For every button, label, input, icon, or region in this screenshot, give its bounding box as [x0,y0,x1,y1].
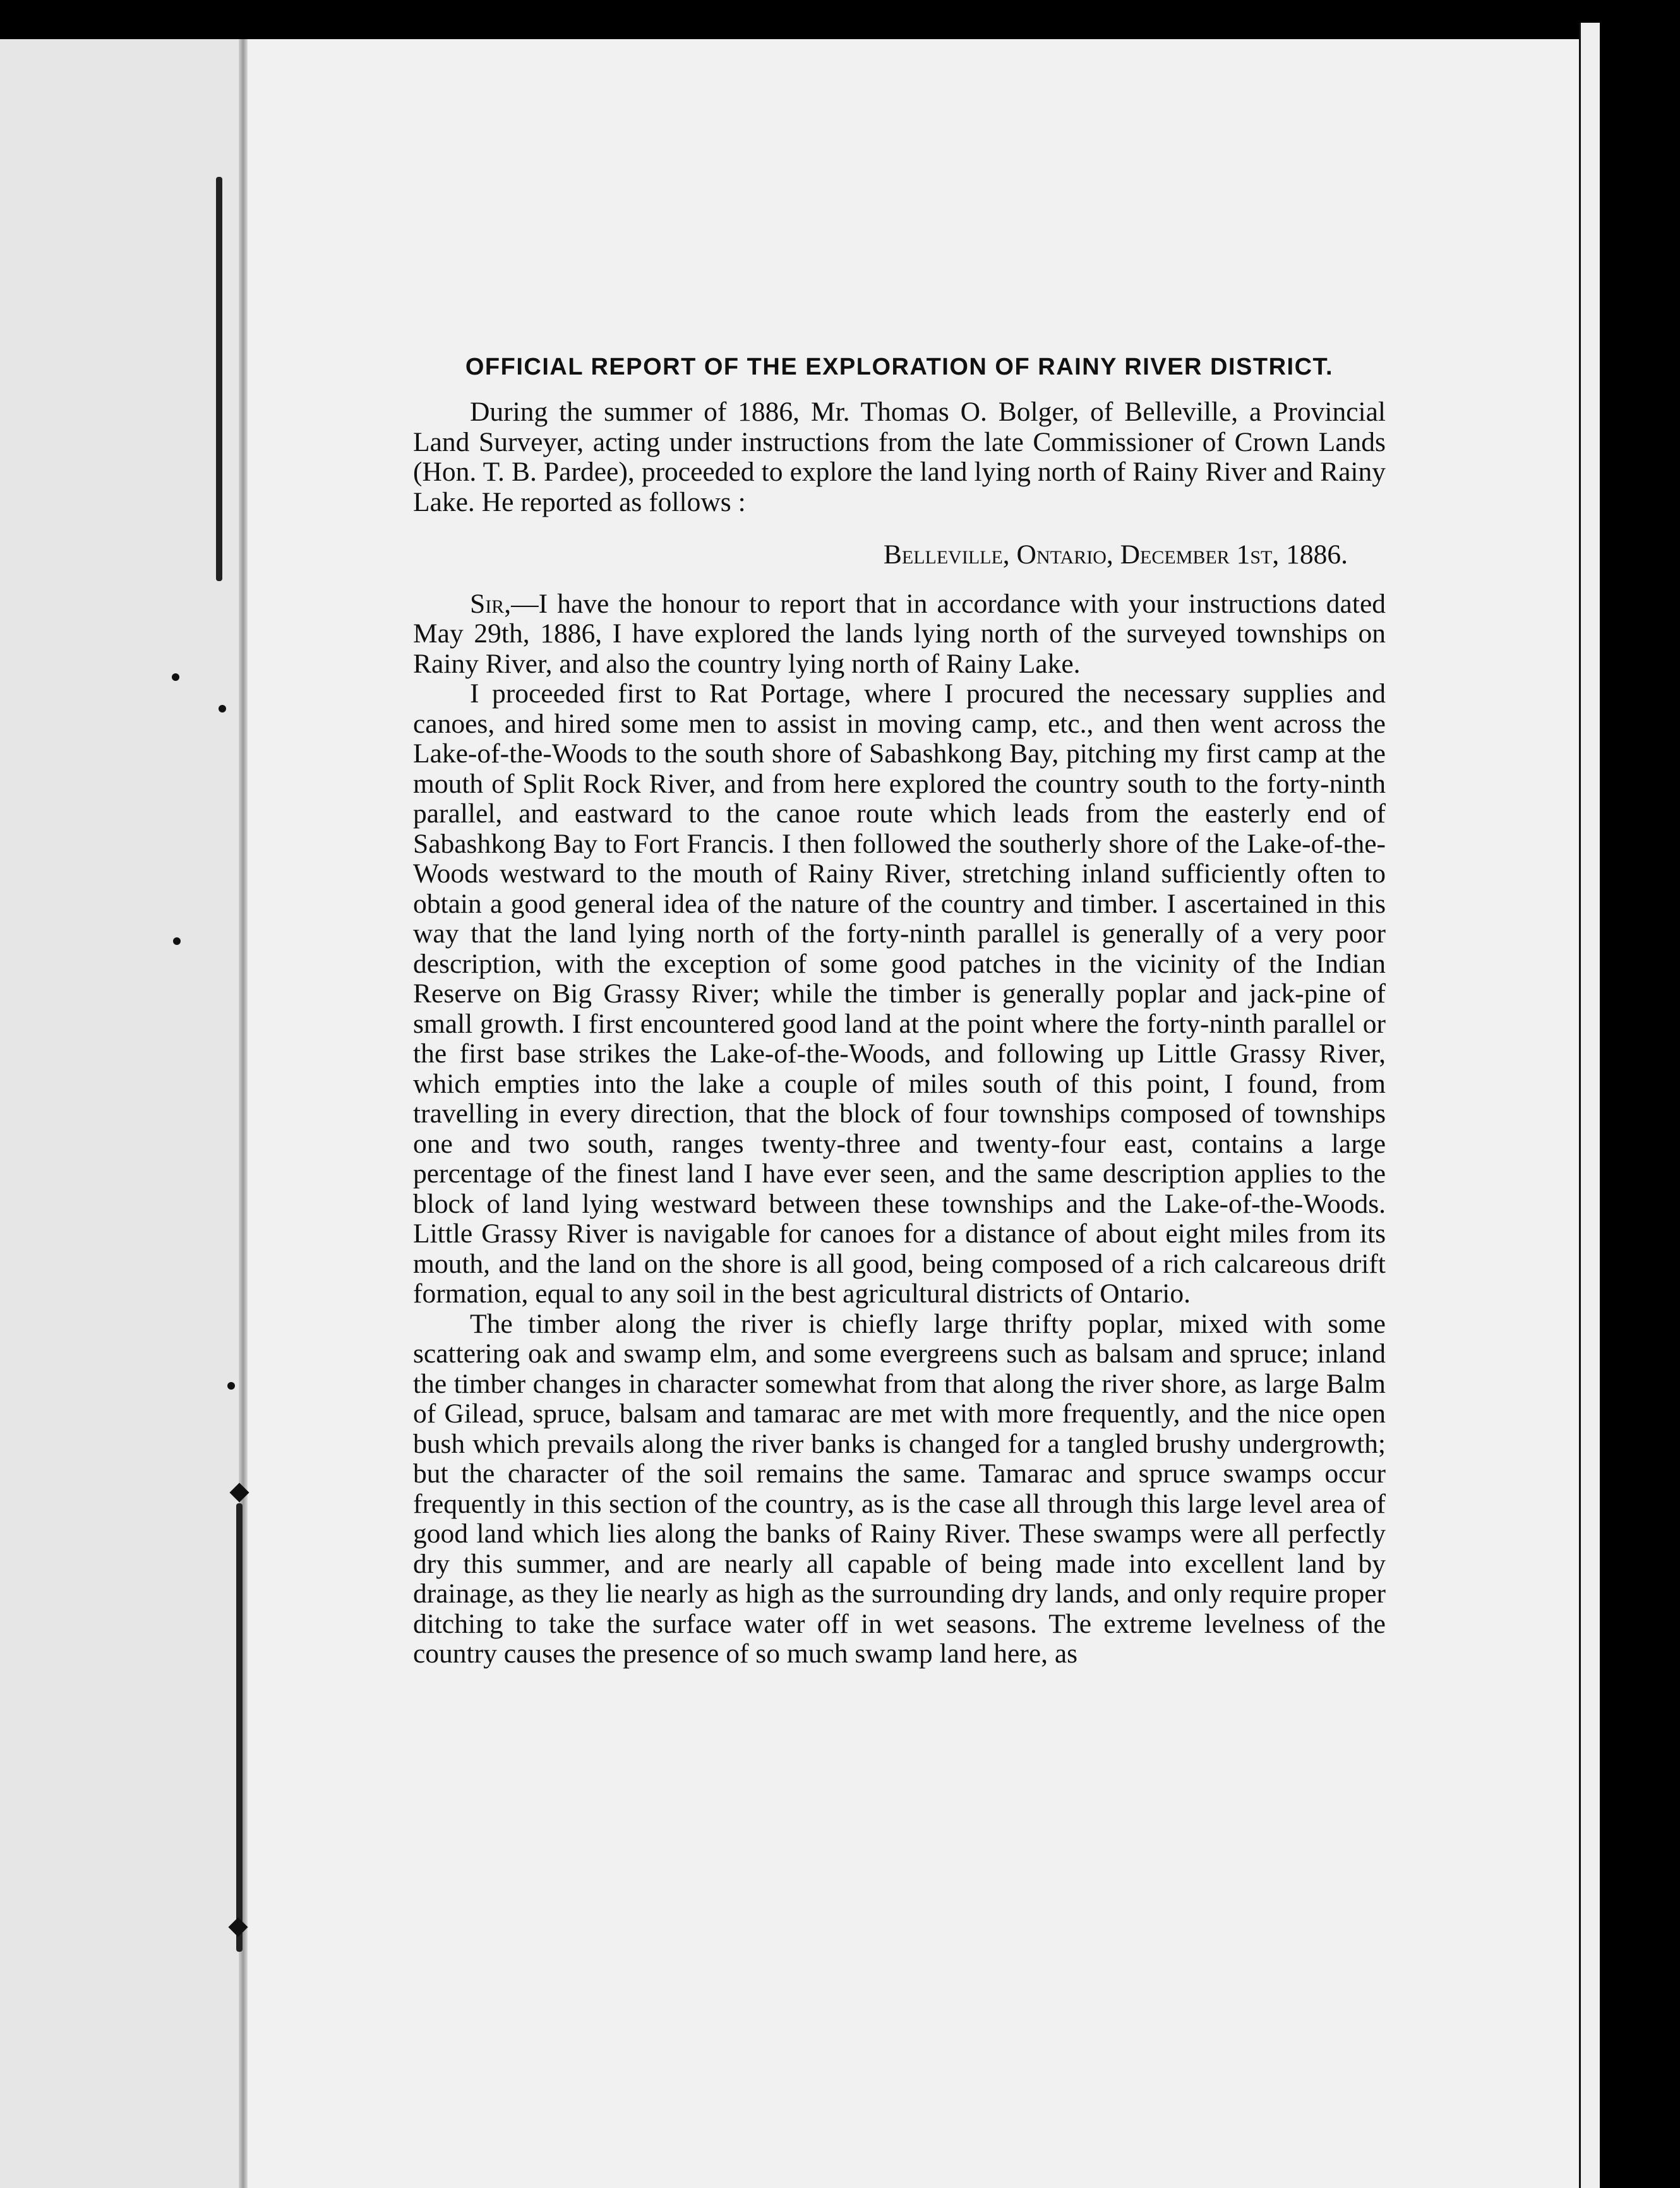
intro-paragraph: During the summer of 1886, Mr. Thomas O. Bolger, of Belleville, a Provincial Land Surveyer, acting under instructions from the late Commissioner of Crown Lands (Hon. T. B. Pardee), proceeded to explore the land lying north of Rainy River and Rainy Lake. He reported as follows : [413,397,1386,517]
binding-thread-upper [216,177,222,581]
left-page-fragment [0,39,243,2188]
binding-hole [173,937,181,945]
binding-hole [227,1382,235,1390]
binding-hole [219,705,226,712]
body-paragraph [413,589,1386,680]
binding-hole [172,673,179,681]
page-edge [1579,23,1600,2188]
body-paragraph: The timber along the river is chiefly large thrifty poplar, mixed with some scattering oak and swamp elm, and some evergreens such as balsam and spruce; inland the timber changes in character somewhat from that along the river shore, as large Balm of Gilead, spruce, balsam and tamarac are met with more frequently, and the nice open bush which prevails along the river banks is changed for a tangled brushy undergrowth; but the character of the soil remains the same. Tamarac and spruce swamps occur frequently in this section of the country, as is the case all through this large level area of good land which lies along the banks of Rainy River. These swamps were all perfectly dry this summer, and are nearly all capable of being made into excellent land by drainage, as they lie nearly as high as the surrounding dry lands, and only require proper ditching to take the surface water off in wet seasons. The extreme levelness of the country causes the presence of so much swamp land here, as [413,1308,1386,1669]
document-body [413,354,1386,1669]
body-paragraph-text: —I have the honour to report that in accordance with your instructions dated May 29th, 1886, I have explored the lands lying north of the surveyed townships on Rainy River, and also the country lying north of Rainy Lake. [413,588,1386,679]
body-paragraph: I proceeded first to Rat Portage, where I procured the necessary supplies and canoes, and hired some men to assist in moving camp, etc., and then went across the Lake-of-the-Woods to the south shore of Sabashkong Bay, pitching my first camp at the mouth of Split Rock River, and from here explored the country south to the forty-ninth parallel, and eastward to the canoe route which leads from the easterly end of Sabashkong Bay to Fort Francis. I then followed the southerly shore of the Lake-of-the-Woods westward to the mouth of Rainy River, stretching inland sufficiently often to obtain a good general idea of the nature of the country and timber. I ascertained in this way that the land lying north of the forty-ninth parallel is generally of a very poor description, with the exception of some good patches in the vicinity of the Indian Reserve on Big Grassy River; while the timber is generally poplar and jack-pine of small growth. I first encountered good land at the point where the forty-ninth parallel or the first base strikes the Lake-of-the-Woods, and following up Little Grassy River, which empties into the lake a couple of miles south of this point, I found, from travelling in every direction, that the block of four townships composed of townships one and two south, ranges twenty-three and twenty-four east, contains a large percentage of the finest land I have ever seen, and the same description applies to the block of land lying westward between these townships and the Lake-of-the-Woods. Little Grassy River is navigable for canoes for a distance of about eight miles from its mouth, and the land on the shore is all good, being composed of a rich calcareous drift formation, equal to any soil in the best agricultural districts of Ontario. [413,678,1386,1309]
letter-salutation: Sir, [470,588,512,619]
letter-dateline: Belleville, Ontario, December 1st, 1886. [883,539,1348,570]
document-title: OFFICIAL REPORT OF THE EXPLORATION OF RAINY RIVER DISTRICT. [465,354,1334,380]
binding-thread-lower [236,1503,243,1952]
